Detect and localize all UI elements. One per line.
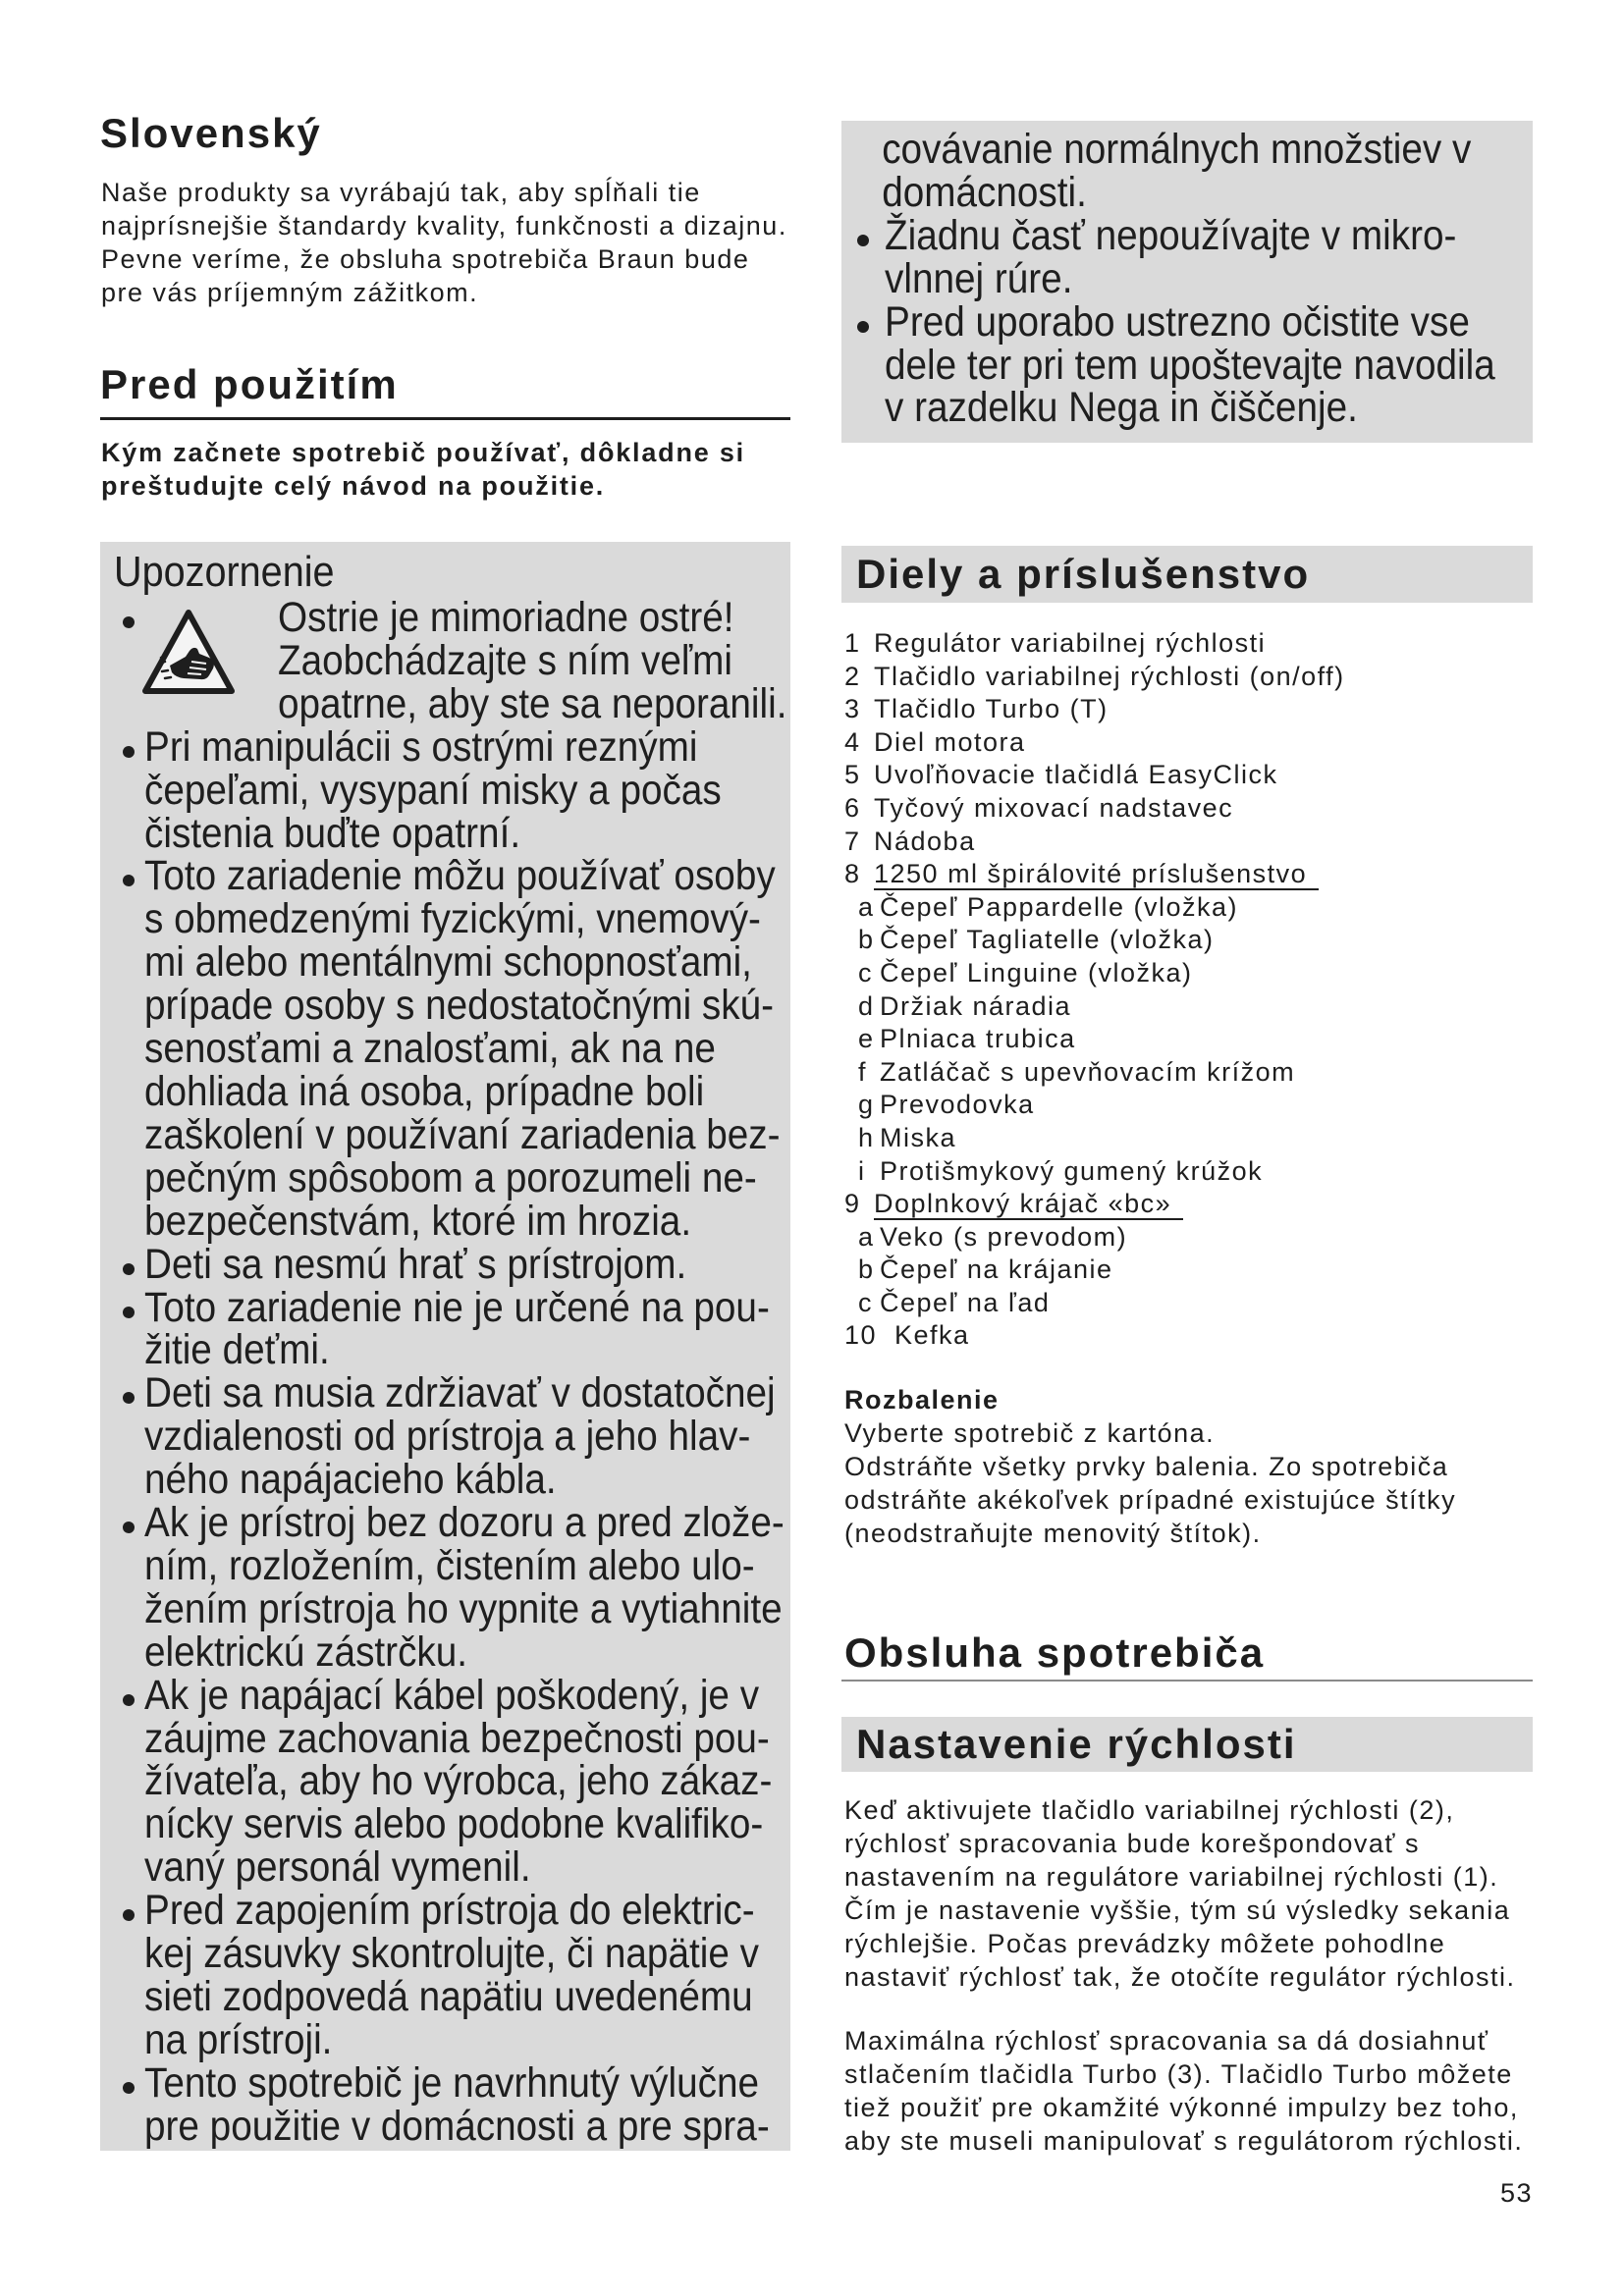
bullet-line: Pred uporabo ustrezno očistite vse (885, 297, 1470, 346)
bullet-line: Ak je prístroj bez dozoru a pred zlože- (144, 1499, 785, 1547)
unpacking-line: Odstráňte všetky prvky balenia. Zo spotrebiča (844, 1452, 1449, 1481)
intro-line: pre vás príjemným zážitkom. (101, 278, 479, 307)
bullet-line: ním, rozložením, čistením alebo ulo- (144, 1541, 755, 1589)
continued-line: domácnosti. (882, 168, 1087, 216)
warning-panel (100, 542, 790, 2151)
bullet-line: kej zásuvky skontrolujte, či napätie v (144, 1930, 759, 1978)
part-subitem (844, 957, 1345, 990)
bullet-line: žívateľa, aby ho výrobca, jeho zákaz- (144, 1757, 773, 1805)
bullet-line: nícky servis alebo podobne kvalifiko- (144, 1800, 764, 1848)
bullet-item (857, 297, 1563, 432)
bullet-line: pre použitie v domácnosti a pre spra- (144, 2102, 770, 2150)
bullet-line: Deti sa nesmú hrať s prístrojom. (144, 1240, 687, 1288)
bullet-line: Pri manipulácii s ostrými reznými (144, 722, 698, 771)
read-manual-notice (101, 436, 745, 503)
bullet-dot (123, 1909, 135, 1921)
part-label: Plniaca trubica (880, 1024, 1076, 1054)
part-item (844, 627, 1345, 661)
intro-line: Pevne veríme, že obsluha spotrebiča Braun bude (101, 244, 750, 274)
speed-section-title: Nastavenie rýchlosti (841, 1717, 1533, 1772)
bullet-item (123, 1887, 855, 2063)
bullet-line: Zaobchádzajte s ním veľmi (278, 636, 732, 684)
part-subitem (844, 1221, 1345, 1255)
warning-title: Upozornenie (114, 548, 335, 596)
turbo-line: Maximálna rýchlosť spracovania sa dá dosiahnuť (844, 2026, 1489, 2056)
unpacking-line: (neodstraňujte menovitý štítok). (844, 1519, 1262, 1548)
part-item (844, 792, 1345, 826)
part-number: 10 (844, 1320, 878, 1351)
part-label: Regulátor variabilnej rýchlosti (874, 628, 1267, 658)
warning-panel-continued (841, 121, 1533, 443)
part-label: Protišmykový gumený krúžok (880, 1155, 1264, 1186)
speed-line: rýchlejšie. Počas prevádzky môžete pohodlne (844, 1929, 1446, 1958)
notice-line: Kým začnete spotrebič používať, dôkladne si (101, 438, 745, 467)
bullet-item (857, 211, 1563, 302)
intro-line: Naše produkty sa vyrábajú tak, aby spĺňali tie (101, 178, 701, 207)
notice-line: preštudujte celý návod na použitie. (101, 471, 606, 501)
bullet-line: elektrickú zástrčku. (144, 1628, 468, 1676)
part-label: Čepeľ Tagliatelle (vložka) (880, 925, 1215, 955)
bullet-line: mi alebo mentálnymi schopnosťami, (144, 938, 752, 987)
part-letter: a (858, 891, 875, 922)
operation-section-title: Obsluha spotrebiča (844, 1629, 1266, 1676)
part-number: 3 (844, 694, 861, 724)
bullet-dot (123, 1307, 135, 1318)
language-title: Slovenský (100, 110, 322, 156)
continued-line: covávanie normálnych množstiev v (882, 126, 1472, 173)
speed-line: nastaviť rýchlosť tak, že otočíte regulátor rýchlosti. (844, 1962, 1516, 1992)
bullet-item (123, 1369, 855, 1504)
bullet-line: Toto zariadenie môžu používať osoby (144, 852, 776, 900)
part-item (844, 693, 1345, 726)
part-label: Tyčový mixovací nadstavec (874, 792, 1234, 823)
part-subitem (844, 1155, 1345, 1189)
part-letter: g (858, 1090, 875, 1120)
part-label: Veko (s prevodom) (880, 1221, 1128, 1252)
bullet-dot (857, 321, 869, 333)
warning-list (123, 594, 855, 2150)
warning-list-continued (857, 126, 1563, 432)
speed-paragraph (844, 1793, 1516, 1994)
part-subitem (844, 891, 1345, 925)
bullet-dot (123, 2082, 135, 2094)
bullet-line: senosťami a znalosťami, ak na ne (144, 1025, 716, 1073)
bullet-line: dele ter pri tem upoštevajte navodila (885, 341, 1495, 389)
bullet-line: žitie deťmi. (144, 1326, 330, 1374)
bullet-line: ného napájacieho kábla. (144, 1456, 557, 1504)
part-number: 9 (844, 1189, 861, 1219)
part-subitem (844, 1089, 1345, 1122)
part-number: 8 (844, 859, 861, 889)
part-number: 7 (844, 826, 861, 856)
part-label: Diel motora (874, 726, 1026, 757)
speed-line: Čím je nastavenie vyššie, tým sú výsledky sekania (844, 1896, 1511, 1925)
part-label: Čepeľ Pappardelle (vložka) (880, 891, 1239, 922)
speed-line: nastavením na regulátore variabilnej rýchlosti (1). (844, 1862, 1499, 1892)
turbo-line: tiež použiť pre okamžité výkonné impulzy bez toho, (844, 2093, 1519, 2122)
turbo-line: aby ste museli manipulovať s regulátorom rýchlosti. (844, 2126, 1524, 2156)
bullet-line: Tento spotrebič je navrhnutý výlučne (144, 2058, 760, 2107)
turbo-line: stlačením tlačidla Turbo (3). Tlačidlo Turbo môžete (844, 2059, 1513, 2089)
part-letter: e (858, 1024, 875, 1054)
speed-line: Keď aktivujete tlačidlo variabilnej rýchlosti (2), (844, 1795, 1455, 1825)
bullet-dot (857, 235, 869, 246)
part-label: Prevodovka (880, 1090, 1035, 1120)
bullet-dot (123, 1392, 135, 1404)
bullet-line: Žiadnu časť nepoužívajte v mikro- (885, 211, 1457, 259)
part-label: Uvoľňovacie tlačidlá EasyClick (874, 760, 1278, 790)
part-letter: a (858, 1221, 875, 1252)
part-subitem (844, 1023, 1345, 1056)
part-label: Tlačidlo variabilnej rýchlosti (on/off) (874, 661, 1345, 691)
part-number: 5 (844, 760, 861, 790)
part-number: 2 (844, 661, 861, 691)
bullet-dot (123, 616, 135, 628)
intro-paragraph (101, 176, 787, 309)
part-subitem (844, 990, 1345, 1024)
intro-line: najprísnejšie štandardy kvality, funkčnosti a dizajnu. (101, 211, 787, 240)
bullet-line: Pred zapojením prístroja do elektric- (144, 1887, 755, 1935)
part-label: Nádoba (874, 826, 976, 856)
part-label: Čepeľ na ľad (880, 1287, 1051, 1317)
bullet-line: zaškolení v používaní zariadenia bez- (144, 1110, 781, 1158)
part-label: 1250 ml špirálovité príslušenstvo (874, 859, 1319, 890)
part-number: 4 (844, 726, 861, 757)
bullet-line: Toto zariadenie nie je určené na pou- (144, 1283, 770, 1331)
bullet-line: Deti sa musia zdržiavať v dostatočnej (144, 1369, 776, 1417)
part-subitem (844, 1287, 1345, 1320)
bullet-line: v razdelku Nega in čiščenje. (885, 384, 1358, 432)
part-item (844, 661, 1345, 694)
part-subitem (844, 1122, 1345, 1155)
part-item (844, 858, 1345, 891)
bullet-line: pečným spôsobom a porozumeli ne- (144, 1153, 757, 1201)
bullet-dot (123, 1694, 135, 1706)
bullet-dot (123, 1522, 135, 1533)
bullet-item (123, 722, 855, 857)
bullet-line: Ostrie je mimoriadne ostré! (278, 594, 734, 641)
bullet-line: čepeľami, vysypaní misky a počas (144, 766, 722, 814)
bullet-item (123, 852, 855, 1245)
part-letter: b (858, 1255, 875, 1285)
bullet-line: žením prístroja ho vypnite a vytiahnite (144, 1584, 783, 1632)
bullet-line: čistenia buďte opatrní. (144, 809, 521, 857)
part-letter: f (858, 1056, 868, 1087)
part-label: Zatláčač s upevňovacím krížom (880, 1056, 1296, 1087)
bullet-dot (123, 746, 135, 758)
bullet-line: bezpečenstvám, ktoré im hrozia. (144, 1197, 692, 1245)
part-item (844, 826, 1345, 859)
bullet-item (123, 1240, 855, 1288)
part-subitem (844, 1056, 1345, 1090)
part-subitem (844, 924, 1345, 957)
page-number: 53 (1499, 2178, 1533, 2208)
bullet-line: dohliada iná osoba, prípadne boli (144, 1067, 705, 1115)
parts-list (844, 627, 1345, 1353)
part-letter: h (858, 1122, 875, 1152)
part-label: Držiak náradia (880, 990, 1072, 1021)
part-item (844, 726, 1345, 760)
unpacking-text (844, 1416, 1456, 1550)
bullet-line: vaný personál vymenil. (144, 1843, 531, 1892)
bullet-item (123, 594, 855, 727)
part-label: Čepeľ na krájanie (880, 1255, 1113, 1285)
part-label: Tlačidlo Turbo (T) (874, 694, 1109, 724)
part-item (844, 759, 1345, 792)
bullet-line: sieti zodpovedá napätiu uvedenému (144, 1973, 753, 2020)
part-letter: b (858, 925, 875, 955)
part-label: Miska (880, 1122, 957, 1152)
bullet-line: opatrne, aby ste sa neporanili. (278, 679, 787, 727)
part-letter: c (858, 1287, 873, 1317)
bullet-line: na prístroji. (144, 2015, 333, 2063)
bullet-item (123, 2058, 855, 2150)
bullet-line: prípade osoby s nedostatočnými skú- (144, 982, 775, 1030)
part-letter: i (858, 1155, 866, 1186)
part-number: 6 (844, 792, 861, 823)
bullet-dot (123, 1263, 135, 1275)
part-number: 1 (844, 628, 861, 658)
unpacking-line: Vyberte spotrebič z kartóna. (844, 1418, 1216, 1448)
bullet-line: vzdialenosti od prístroja a jeho hlav- (144, 1413, 751, 1461)
bullet-item (123, 1499, 855, 1676)
part-label: Kefka (894, 1320, 970, 1351)
part-letter: c (858, 957, 873, 988)
part-label: Čepeľ Linguine (vložka) (880, 957, 1193, 988)
section-title-before-use: Pred použitím (100, 361, 399, 407)
part-label: Doplnkový krájač «bc» (874, 1189, 1183, 1220)
unpacking-title: Rozbalenie (844, 1385, 1000, 1415)
part-item (844, 1188, 1345, 1221)
part-letter: d (858, 990, 875, 1021)
turbo-paragraph (844, 2024, 1523, 2158)
unpacking-line: odstráňte akékoľvek prípadné existujúce štítky (844, 1485, 1457, 1515)
bullet-line: s obmedzenými fyzickými, vnemový- (144, 895, 761, 943)
bullet-dot (123, 875, 135, 886)
bullet-item (123, 1283, 855, 1374)
part-subitem (844, 1254, 1345, 1287)
unpacking-section (844, 1383, 1456, 1550)
parts-section-title: Diely a príslušenstvo (841, 546, 1533, 603)
section-divider (100, 417, 790, 420)
part-item (844, 1319, 1345, 1353)
section-divider (841, 1680, 1533, 1682)
bullet-line: vlnnej rúre. (885, 254, 1073, 302)
bullet-item (123, 1671, 855, 1892)
bullet-line: Ak je napájací kábel poškodený, je v (144, 1671, 760, 1719)
bullet-line: záujme zachovania bezpečnosti pou- (144, 1714, 770, 1762)
speed-line: rýchlosť spracovania bude korešpondovať s (844, 1829, 1421, 1858)
